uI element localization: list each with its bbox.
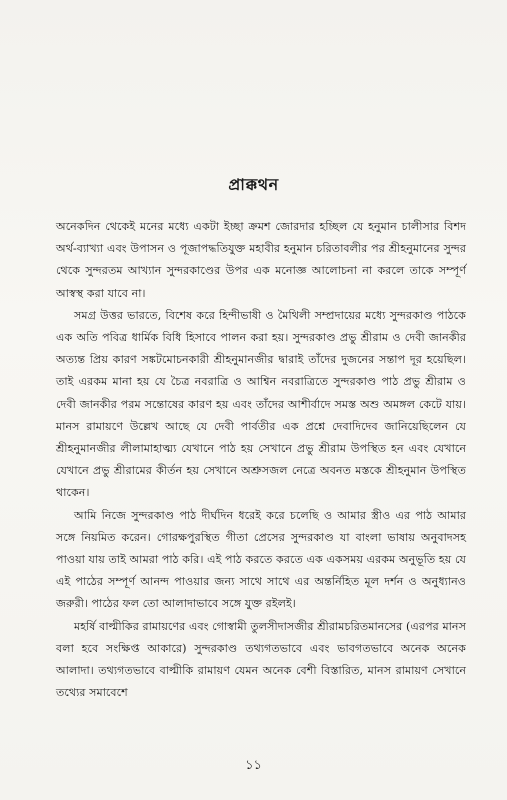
paragraph-2: সমগ্র উত্তর ভারতে, বিশেষ করে হিন্দীভাষী ও মৈথিলী সম্প্রদায়ের মধ্যে সুন্দরকাণ্ড পাঠকে এক অতি পবিত্র ধার্মিক বিধি হিসাবে পালন করা হয়। সুন্দরকাণ্ড প্রভু শ্রীরাম ও দেবী জানকীর অত্যন্ত প্রিয় কারণ সঙ্কটমোচনকারী শ্রীহনুমানজীর দ্বারাই তাঁদের দুজনের সন্তাপ দূর হয়েছিল। তাই এরকম মানা হয় যে চৈত্র নবরাত্রি ও আশ্বিন নবরাত্রিতে সুন্দরকাণ্ড পাঠ প্রভু শ্রীরাম ও দেবী জানকীর পরম সন্তোষের কারণ হয় এবং তাঁদের আশীর্বাদে সমস্ত অশু অমঙ্গল কেটে যায়। মানস রামায়ণে উল্লেখ আছে যে দেবী পার্বতীর এক প্রশ্নে দেবাদিদেব জানিয়েছিলেন যে শ্রীহনুমানজীর লীলামাহাত্ম্য যেখানে পাঠ হয় সেখানে প্রভু শ্রীরাম উপস্থিত হন এবং যেখানে যেখানে প্রভু শ্রীরামের কীর্তন হয় সেখানে অশ্রুসজল নেত্রে অবনত মস্তকে শ্রীহনুমান উপস্থিত থাকেন। (56, 308, 466, 500)
page-number: ১১ (245, 758, 262, 773)
page-title: প্রাক্কথন (228, 175, 279, 194)
paragraph-4: মহর্ষি বাল্মীকির রামায়ণের এবং গোস্বামী তুলসীদাসজীর শ্রীরামচরিতমানসের (এরপর মানস বলা হবে সংক্ষিপ্ত আকারে) সুন্দরকাণ্ড তথ্যগতভাবে এবং ভাবগতভাবে অনেক অনেক আলাদা। তথ্যগতভাবে বাল্মীকি রামায়ণ যেমন অনেক বেশী বিস্তারিত, মানস রামায়ণ সেখানে তথ্যের সমাবেশে (56, 619, 466, 700)
paragraph-3: আমি নিজে সুন্দরকাণ্ড পাঠ দীর্ঘদিন ধরেই করে চলেছি ও আমার স্ত্রীও এর পাঠ আমার সঙ্গে নিয়মিত করেন। গোরক্ষপুরস্থিত গীতা প্রেসের সুন্দরকাণ্ড যা বাংলা ভাষায় অনুবাদসহ পাওয়া যায় তাই আমরা পাঠ করি। এই পাঠ করতে করতে এক একসময় এরকম অনুভূতি হয় যে এই পাঠের সম্পূর্ণ আনন্দ পাওয়ার জন্য সাথে সাথে এর অন্তর্নিহিত মূল দর্শন ও অনুধ্যানও জরুরী। পাঠের ফল তো আলাদাভাবে সঙ্গে যুক্ত রইলই। (56, 508, 466, 611)
body-text (56, 216, 466, 704)
paragraph-1: অনেকদিন থেকেই মনের মধ্যে একটা ইচ্ছা ক্রমশ জোরদার হচ্ছিল যে হনুমান চালীসার বিশদ অর্থ-ব্যাখ্যা এবং উপাসন ও পূজাপদ্ধতিযুক্ত মহাবীর হনুমান চরিতাবলীর পর শ্রীহনুমানের সুন্দর থেকে সুন্দরতম আখ্যান সুন্দরকাণ্ডের উপর এক মনোজ্ঞ আলোচনা না করলে তাকে সম্পূর্ণ আস্বস্থ করা যাবে না। (56, 220, 466, 300)
